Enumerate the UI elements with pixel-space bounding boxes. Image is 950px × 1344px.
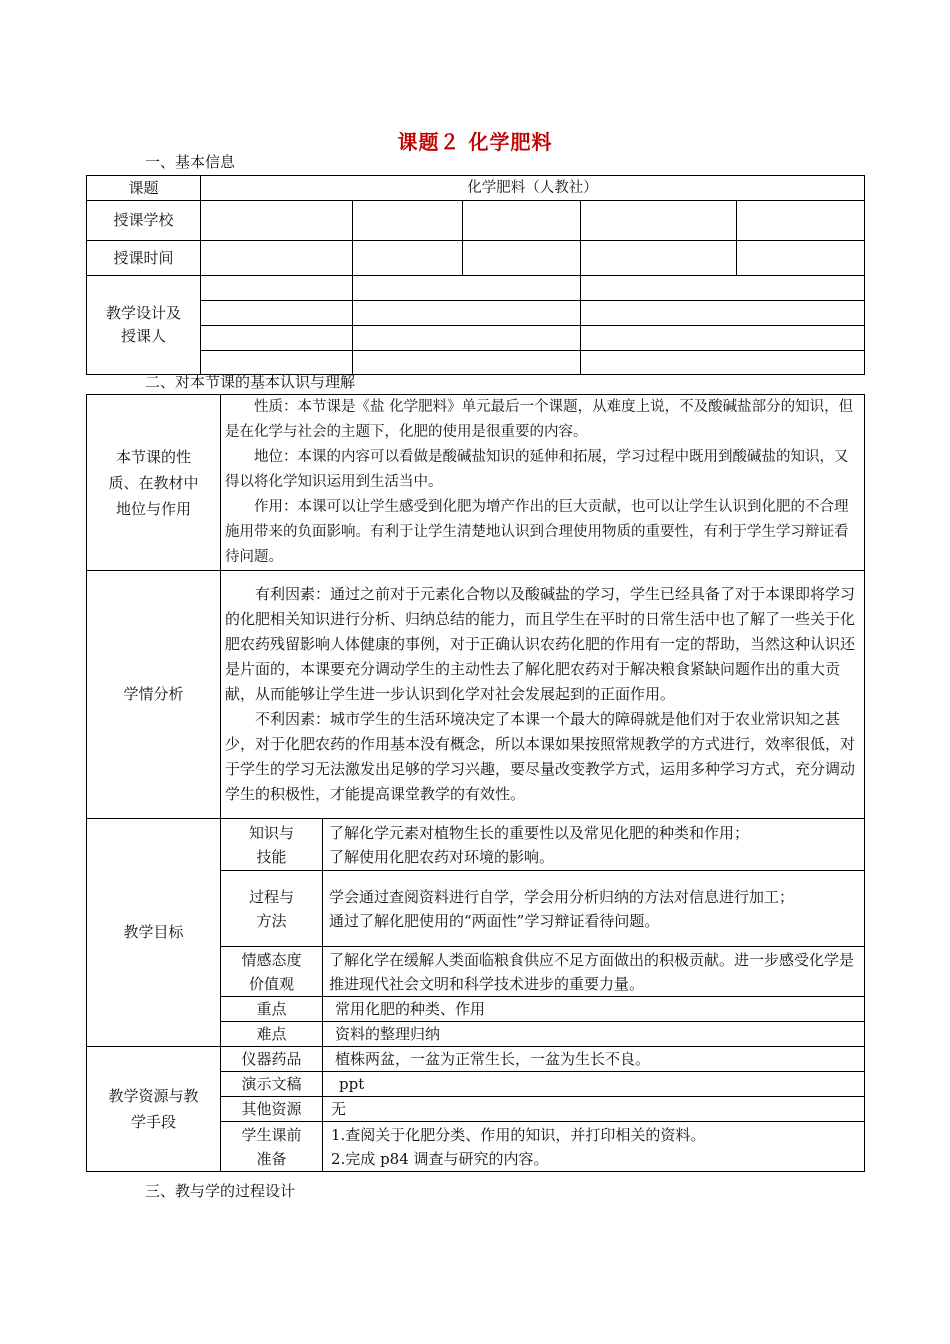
- knowledge-content: [323, 819, 865, 871]
- designer-cell: [201, 326, 353, 351]
- section-heading-basic-info: 一、基本信息: [145, 153, 236, 171]
- resources-label: [87, 1047, 221, 1172]
- instruments-text: 植株两盆，一盆为正常生长，一盆为生长不良。: [323, 1047, 865, 1072]
- emotion-label: [221, 947, 323, 997]
- time-cell-4: [581, 241, 737, 276]
- designer-cell: [353, 326, 581, 351]
- understanding-table: [86, 394, 865, 1172]
- objectives-label: 教学目标: [87, 819, 221, 1047]
- emotion-text: 了解化学在缓解人类面临粮食供应不足方面做出的积极贡献。进一步感受化学是推进现代社会文明和科学技术进步的重要力量。: [329, 950, 855, 993]
- designer-label-line2: 授课人: [120, 327, 166, 345]
- designer-cell: [201, 301, 353, 326]
- school-cell-2: [353, 201, 463, 241]
- knowledge-line: 了解使用化肥农药对环境的影响。: [329, 847, 555, 866]
- school-cell-3: [463, 201, 581, 241]
- emotion-label-line: 价值观: [248, 974, 294, 993]
- process-label-line: 过程与: [248, 887, 294, 906]
- knowledge-line: 了解化学元素对植物生长的重要性以及常见化肥的种类和作用；: [329, 823, 750, 842]
- emotion-content: [323, 947, 865, 997]
- analysis-unfavorable-paragraph: 不利因素：城市学生的生活环境决定了本课一个最大的障碍就是他们对于农业常识知之甚少，对于化肥农药的作用基本没有概念，所以本课如果按照常规教学的方式进行，效率很低，对于学生的学习无法激发出足够的学习兴趣，要尽量改变教学方式，运用多种学习方式，充分调动学生的积极性，才能提高课堂教学的有效性。: [225, 710, 856, 803]
- process-line: 通过了解化肥使用的“两面性”学习辩证看待问题。: [329, 911, 660, 930]
- nature-label-line: 地位与作用: [115, 499, 191, 518]
- difficulty-text: 资料的整理归纳: [323, 1022, 865, 1047]
- key-point-text: 常用化肥的种类、作用: [323, 997, 865, 1022]
- analysis-content: [221, 571, 865, 819]
- student-prep-line: 2.完成 p84 调查与研究的内容。: [331, 1149, 549, 1168]
- knowledge-label: [221, 819, 323, 871]
- basic-info-table: [86, 175, 865, 375]
- analysis-favorable-paragraph: 有利因素：通过之前对于元素化合物以及酸碱盐的学习，学生已经具备了对于本课即将学习的化肥相关知识进行分析、归纳总结的能力，而且学生在平时的日常生活中也了解了一些关于化肥农药残留影响人体健康的事例，对于正确认识农药化肥的作用有一定的帮助，当然这种认识还是片面的，本课要充分调动学生的主动性去了解化肥农药对于解决粮食紧缺问题作出的重大贡献，从而能够让学生进一步认识到化学对社会发展起到的正面作用。: [225, 585, 856, 703]
- nature-label: [87, 395, 221, 571]
- time-cell-2: [353, 241, 463, 276]
- designer-cell: [201, 276, 353, 301]
- difficulty-label: 难点: [221, 1022, 323, 1047]
- emotion-label-line: 情感态度: [241, 950, 302, 969]
- process-content: [323, 871, 865, 947]
- slides-text: ppt: [323, 1072, 865, 1097]
- nature-label-line: 质、在教材中: [108, 473, 199, 492]
- student-prep-label-line: 学生课前: [241, 1125, 302, 1144]
- time-label: 授课时间: [87, 241, 201, 276]
- nature-content: [221, 395, 865, 571]
- role-paragraph: 地位：本课的内容可以看做是酸碱盐知识的延伸和拓展，学习过程中既用到酸碱盐的知识，又得以将化学知识运用到生活当中。: [225, 449, 849, 490]
- slides-label: 演示文稿: [221, 1072, 323, 1097]
- designer-label: [87, 276, 201, 375]
- student-prep-label-line: 准备: [256, 1149, 287, 1168]
- knowledge-label-line: 知识与: [248, 823, 294, 842]
- process-label: [221, 871, 323, 947]
- designer-cell: [353, 276, 581, 301]
- designer-label-line1: 教学设计及: [105, 304, 181, 323]
- school-cell-1: [201, 201, 353, 241]
- analysis-label: 学情分析: [87, 571, 221, 819]
- school-cell-4: [581, 201, 737, 241]
- designer-cell: [581, 326, 865, 351]
- topic-label: 课题: [87, 176, 201, 201]
- designer-cell: [581, 276, 865, 301]
- knowledge-label-line: 技能: [256, 847, 287, 866]
- designer-cell: [581, 351, 865, 375]
- student-prep-content: [323, 1122, 865, 1172]
- designer-cell: [581, 301, 865, 326]
- resources-label-line: 教学资源与教: [108, 1087, 199, 1105]
- other-resources-text: 无: [323, 1097, 865, 1122]
- time-cell-1: [201, 241, 353, 276]
- section-heading-understanding: 二、对本节课的基本认识与理解: [145, 373, 356, 391]
- process-label-line: 方法: [256, 911, 287, 930]
- time-cell-3: [463, 241, 581, 276]
- student-prep-label: [221, 1122, 323, 1172]
- school-cell-5: [737, 201, 865, 241]
- instruments-label: 仪器药品: [221, 1047, 323, 1072]
- student-prep-line: 1.查阅关于化肥分类、作用的知识，并打印相关的资料。: [331, 1125, 706, 1144]
- process-line: 学会通过查阅资料进行自学，学会用分析归纳的方法对信息进行加工；: [329, 887, 795, 906]
- nature-label-line: 本节课的性: [115, 447, 191, 466]
- page-title: 课题２ 化学肥料: [397, 130, 553, 154]
- time-cell-5: [737, 241, 865, 276]
- resources-label-line: 学手段: [130, 1113, 176, 1131]
- function-paragraph: 作用：本课可以让学生感受到化肥为增产作出的巨大贡献，也可以让学生认识到化肥的不合理施用带来的负面影响。有利于让学生清楚地认识到合理使用物质的重要性，有利于学生学习辩证看待问题。: [225, 499, 849, 565]
- section-heading-process-design: 三、教与学的过程设计: [145, 1182, 296, 1200]
- other-resources-label: 其他资源: [221, 1097, 323, 1122]
- topic-value: 化学肥料（人教社）: [201, 176, 865, 201]
- nature-paragraph: 性质：本节课是《盐 化学肥料》单元最后一个课题，从难度上说，不及酸碱盐部分的知识，但是在化学与社会的主题下，化肥的使用是很重要的内容。: [225, 399, 854, 440]
- key-point-label: 重点: [221, 997, 323, 1022]
- designer-cell: [353, 351, 581, 375]
- school-label: 授课学校: [87, 201, 201, 241]
- designer-cell: [353, 301, 581, 326]
